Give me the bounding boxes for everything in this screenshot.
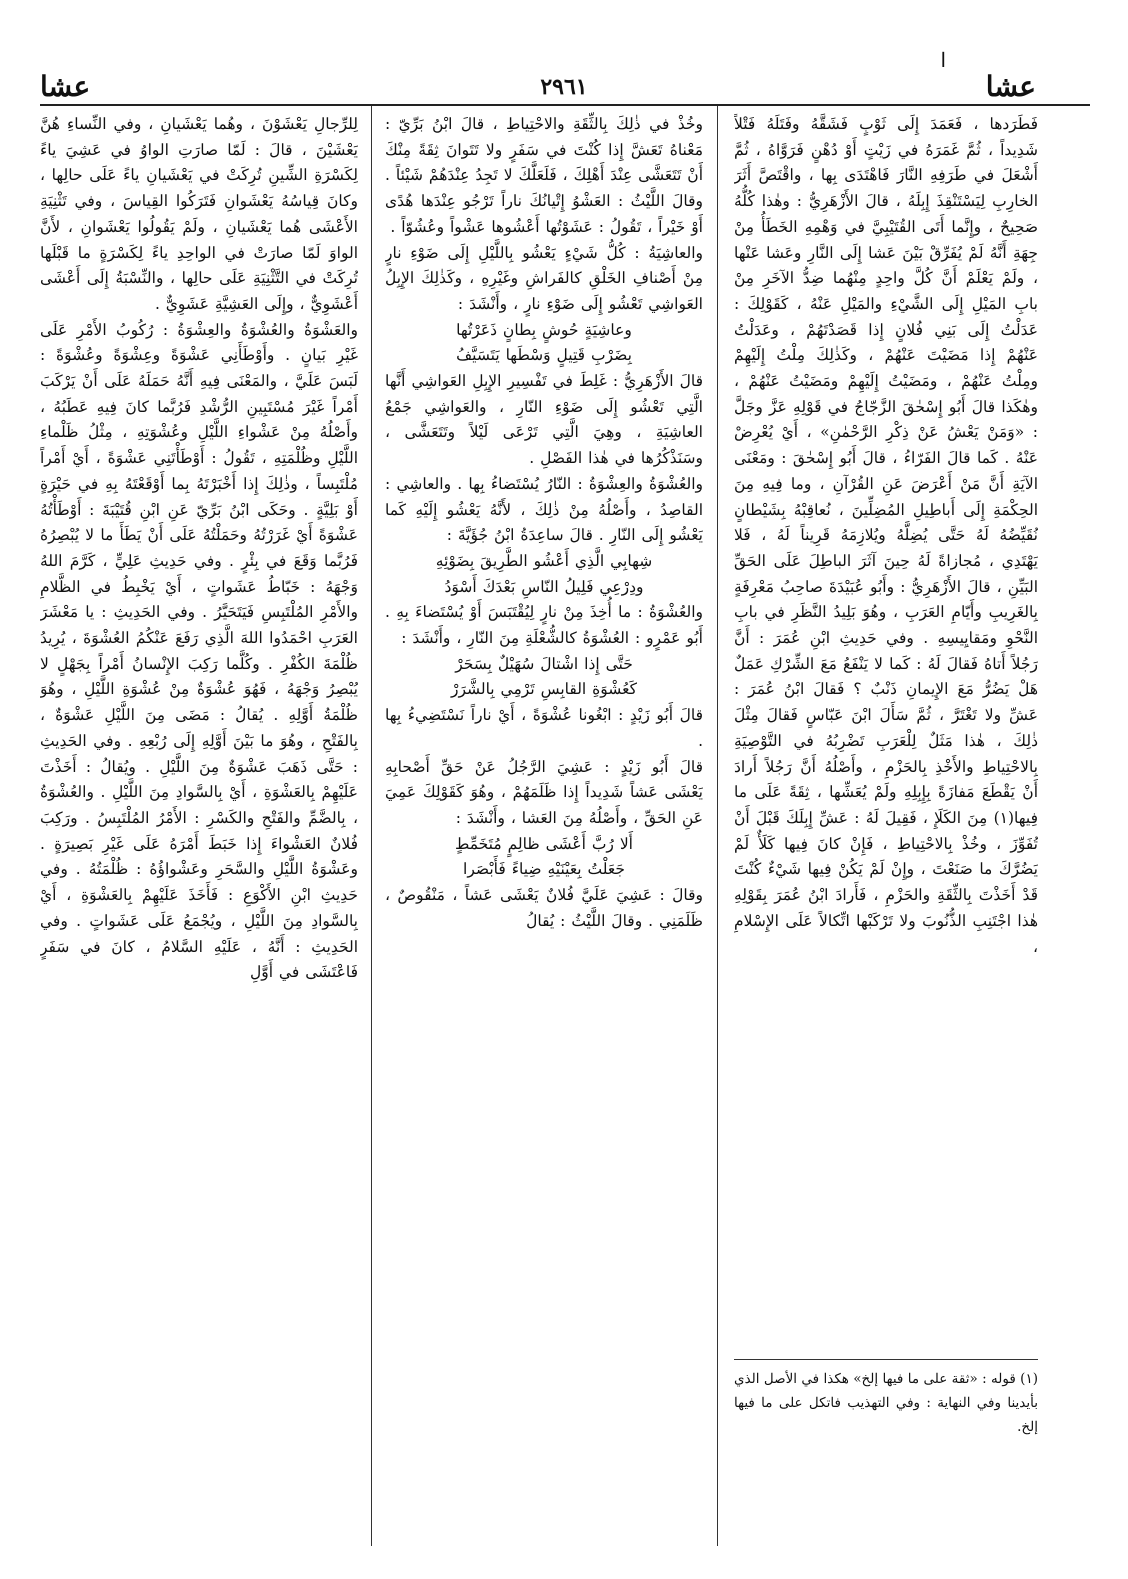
corner-mark: ا: [940, 48, 946, 72]
verse-line: ودِرْعِي فَلِيلُ النّاسِ بَعْدَكَ أَسْوَدُ: [444, 577, 644, 596]
paragraph: والعُشْوَةُ : ما أُخِذَ مِنْ نارٍ لِيُقْتَبَسَ أَوْ يُسْتَضاءَ بِهِ . أَبُو عَمْرٍو : العُشْوَةُ كالشُّعْلَةِ مِنَ النّارِ ، وأَنْشَدَ :: [385, 603, 703, 648]
verse-line: حَتَّى إِذا اشْتالَ سُهَيْلٌ بِسَحَرْ: [455, 654, 633, 673]
footnote: (١) قوله : «ثقة على ما فيها إلخ» هكذا في الأصل الذي بأيدينا وفي النهاية : وفي التهذيب فاتكل على ما فيها إلخ.: [734, 1371, 1038, 1435]
verse-line: أَلا رُبَّ أَعْشَى ظالِمٍ مُتَخَمِّطٍ: [455, 834, 633, 853]
column-divider-left: [371, 106, 372, 1546]
verse-line: شِهابِي الَّذِي أَعْشُو الطَّرِيقَ بِضَوْئِهِ: [435, 551, 653, 570]
paragraph: والعاشِيَةُ : كُلُّ شَيْءٍ يَعْشُو بِاللَّيْلِ إِلَى ضَوْءِ نارٍ مِنْ أَصْنافِ الخَلْقِ كالفَراشِ وغَيْرِهِ ، وكَذٰلِكَ الإِبِلُ العَواشِي تَعْشُو إِلَى ضَوْءِ نارٍ ، وأَنْشَدَ :: [385, 243, 703, 313]
text-column-middle: [385, 112, 703, 1492]
page-number: ٢٩٦١: [540, 74, 588, 100]
text-column-left: [40, 112, 358, 1492]
verse-line: جَعَلْتُ بِعَيْنَيْهِ ضِياءً فَأَبْصَرا: [463, 860, 625, 879]
header-rule: [40, 104, 1090, 106]
header-headword-right: عشا: [985, 70, 1036, 103]
verse-line: وعاشِيَةٍ حُوشٍ بِطانٍ ذَعَرْتُها: [456, 320, 632, 339]
header-headword-left: عشا: [40, 70, 91, 103]
verse-line: بِضَرْبِ قَتِيلٍ وَسْطَها يَتَسَيَّفُ: [456, 346, 632, 365]
column-divider-right: [717, 106, 718, 1546]
paragraph: وقالَ اللَّيْثُ : العَشْوُ إِتْيانُكَ ناراً تَرْجُو عِنْدَها هُدًى أَوْ خَيْراً ، تَقُولُ : عَشَوْتُها أَعْشُوها عَشْواً وعُشُوّاً .: [385, 192, 703, 236]
paragraph: قالَ الأَزْهَرِيُّ : غَلِطَ في تَفْسِيرِ الإِبِلِ العَواشِي أَنَّها الَّتِي تَعْشُو إِلَى ضَوْءِ النّارِ ، والعَواشِي جَمْعُ العاشِيَةِ ، وهِيَ الَّتِي تَرْعَى لَيْلاً وتَتَعَشَّى ، وسَنَذْكُرُها في هٰذا الفَصْلِ .: [385, 372, 703, 468]
paragraph: لِلرِّجالِ يَعْشَوْنَ ، وهُما يَعْشَيانِ ، وفي النِّساءِ هُنَّ يَعْشَيْنَ ، قالَ : لَمّا صارَتِ الواوُ في عَشِيَ ياءً لِكَسْرَةِ الشِّينِ تُرِكَتْ في يَعْشَيانِ ياءً عَلَى حالِها ، وكانَ قِياسُهُ يَعْشَوانِ فَتَرَكُوا القِياسَ ، وفي تَثْنِيَةِ الأَعْشَى هُما يَعْشَيانِ ، ولَمْ يَقُولُوا يَعْشَوانِ ، لأَنَّ الواوَ لَمّا صارَتْ في الواحِدِ ياءً لِكَسْرَةٍ ما قَبْلَها تُرِكَتْ في التَّثْنِيَةِ عَلَى حالِها ، والنِّسْبَةُ إِلَى أَعْشَى أَعْشَوِيٌّ ، وإِلَى العَشِيَّةِ عَشَوِيٌّ .: [40, 115, 358, 313]
paragraph: وقالَ : عَشِيَ عَلَيَّ فُلانٌ يَعْشَى عَشاً ، مَنْقُوصٌ ، ظَلَمَنِي . وقالَ اللَّيْثُ : يُقالُ: [385, 886, 703, 930]
footnote-rule: [734, 1359, 1038, 1360]
paragraph: فَطَرَدها ، فَعَمَدَ إِلَى ثَوْبٍ فَشَقَّهُ وفَتَلَهُ فَتْلاً شَدِيداً ، ثُمَّ غَمَرَهُ في زَيْتٍ أَوْ دُهْنٍ فَرَوَّاهُ ، ثُمَّ أَشْعَلَ في طَرَفِهِ النَّارَ فَاهْتَدَى بِها ، واقْتَصَّ أَثَرَ الخارِبِ لِيَسْتَنْقِذَ إِبِلَهُ ، قالَ الأَزْهَرِيُّ : وهٰذا كُلُّهُ صَحِيحٌ ، وإِنَّما أَتَى القُتَيْبِيَّ في وَهْمِهِ الخَطَأُ مِنْ جِهَةِ أَنَّهُ لَمْ يُفَرِّقْ بَيْنَ عَشا إِلَى النَّارِ وعَشا عَنْها ، ولَمْ يَعْلَمْ أَنَّ كُلَّ واحِدٍ مِنْهُما ضِدُّ الآخَرِ مِنْ بابِ المَيْلِ إِلَى الشَّيْءِ والمَيْلِ عَنْهُ ، كَقَوْلِكَ : عَدَلْتُ إِلَى بَنِي فُلانٍ إِذا قَصَدْتَهُمْ ، وعَدَلْتُ عَنْهُمْ إِذا مَضَيْتَ عَنْهُمْ ، وكَذٰلِكَ مِلْتُ إِلَيْهِمْ ومِلْتُ عَنْهُمْ ، ومَضَيْتُ إِلَيْهِمْ ومَضَيْتُ عَنْهُمْ ، وهٰكَذا قالَ أَبُو إِسْحٰقَ الزَّجّاجُ في قَوْلِهِ عَزَّ وجَلَّ : «وَمَنْ يَعْشُ عَنْ ذِكْرِ الرَّحْمٰنِ» ، أَيْ يُعْرِضْ عَنْهُ . كَما قالَ الفَرّاءُ ، قالَ أَبُو إِسْحٰقَ : ومَعْنَى الآيَةِ أَنَّ مَنْ أَعْرَضَ عَنِ القُرْآنِ ، وما فِيهِ مِنَ الحِكْمَةِ إِلَى أَباطِيلِ المُضِلِّينَ ، نُعاقِبْهُ بِشَيْطانٍ نُقَيِّضُهُ لَهُ حَتَّى يُضِلَّهُ ويُلازِمَهُ قَرِيناً لَهُ ، فَلا يَهْتَدِي ، مُجازاةً لَهُ حِينَ آثَرَ الباطِلَ عَلَى الحَقِّ البَيِّنِ ، قالَ الأَزْهَرِيُّ : وأَبُو عُبَيْدَةَ صاحِبُ مَعْرِفَةٍ بِالغَرِيبِ وأَيّامِ العَرَبِ ، وهُوَ بَلِيدُ النَّظَرِ في بابِ النَّحْوِ ومَقايِيسِهِ . وفي حَدِيثِ ابْنِ عُمَرَ : أَنَّ رَجُلاً أَتاهُ فَقالَ لَهُ : كَما لا يَنْفَعُ مَعَ الشِّرْكِ عَمَلٌ هَلْ يَضُرُّ مَعَ الإِيمانِ ذَنْبٌ ؟ فَقالَ ابْنُ عُمَرَ : عَشِّ ولا تَغْتَرَّ ، ثُمَّ سَأَلَ ابْنَ عَبّاسٍ فَقالَ مِثْلَ ذٰلِكَ ، هٰذا مَثَلٌ لِلْعَرَبِ تَضْرِبُهُ في التَّوْصِيَةِ بِالاحْتِياطِ والأَخْذِ بِالحَزْمِ ، وأَصْلُهُ أَنَّ رَجُلاً أَرادَ أَنْ يَقْطَعَ مَفازَةً بِإِبِلِهِ ولَمْ يُعَشِّها ، ثِقَةً عَلَى ما فِيها(١) مِنَ الكَلَإِ ، فَقِيلَ لَهُ : عَشِّ إِبِلَكَ قَبْلَ أَنْ تُفَوِّزَ ، وخُذْ بِالاحْتِياطِ ، فَإِنْ كانَ فِيها كَلَأٌ لَمْ يَضُرَّكَ ما صَنَعْتَ ، وإِنْ لَمْ يَكُنْ فِيها شَيْءٌ كُنْتَ قَدْ أَخَذْتَ بِالثِّقَةِ والحَزْمِ ، فَأَرادَ ابْنُ عُمَرَ بِقَوْلِهِ هٰذا اجْتَنِبِ الذُّنُوبَ ولا تَرْكَبْها اتِّكالاً عَلَى الإِسْلامِ ،: [734, 115, 1038, 956]
verse-line: كَعُشْوَةِ القابِسِ تَرْمِي بِالشَّرَرْ: [451, 680, 637, 699]
paragraph: قالَ أَبُو زَيْدٍ : ابْغُونا عُشْوَةً ، أَيْ ناراً نَسْتَضِيءُ بِها .: [385, 706, 703, 750]
paragraph: والعُشْوَةُ والعِشْوَةُ : النّارُ يُسْتَضاءُ بِها . والعاشِي : القاصِدُ ، وأَصْلُهُ مِنْ ذٰلِكَ ، لأَنَّهُ يَعْشُو إِلَيْهِ كَما يَعْشُو إِلَى النّارِ . قالَ ساعِدَةُ ابْنُ جُؤَيَّةَ :: [385, 474, 703, 545]
paragraph: وخُذْ في ذٰلِكَ بِالثِّقَةِ والاحْتِياطِ ، قالَ ابْنُ بَرِّيّ : مَعْناهُ تَعَشَّ إِذا كُنْتَ في سَفَرٍ ولا تَتَوانَ ثِقَةً مِنْكَ أَنْ تَتَعَشَّى عِنْدَ أَهْلِكَ ، فَلَعَلَّكَ لا تَجِدُ عِنْدَهُمْ شَيْئاً .: [385, 115, 703, 185]
paragraph: والعَشْوَةُ والعُشْوَةُ والعِشْوَةُ : رُكُوبُ الأَمْرِ عَلَى غَيْرِ بَيانٍ . وأَوْطَأَنِي عَشْوَةً وعِشْوَةً وعُشْوَةً : لَبَسَ عَلَيَّ ، والمَعْنَى فِيهِ أَنَّهُ حَمَلَهُ عَلَى أَنْ يَرْكَبَ أَمْراً غَيْرَ مُسْتَبِينِ الرُّشْدِ فَرُبَّما كانَ فِيهِ عَطَبُهُ ، وأَصْلُهُ مِنْ عَشْواءِ اللَّيْلِ وعُشْوَتِهِ ، مِثْلُ ظَلْماءِ اللَّيْلِ وظُلْمَتِهِ ، تَقُولُ : أَوْطَأْتَنِي عَشْوَةً ، أَيْ أَمْراً مُلْتَبِساً ، وذٰلِكَ إِذا أَخْبَرْتَهُ بِما أَوْقَعْتَهُ بِهِ في حَيْرَةٍ أَوْ بَلِيَّةٍ . وحَكَى ابْنُ بَرِّيّ عَنِ ابْنِ قُتَيْبَةَ : أَوْطَأْتُهُ عَشْوَةً أَيْ غَرَرْتُهُ وحَمَلْتُهُ عَلَى أَنْ يَطَأَ ما لا يُبْصِرُهُ فَرُبَّما وَقَعَ في بِئْرٍ . وفي حَدِيثِ عَلِيٍّ ، كَرَّمَ اللهُ وَجْهَهُ : خَبّاطُ عَشَواتٍ ، أَيْ يَخْبِطُ في الظَّلامِ والأَمْرِ المُلْتَبِسِ فَيَتَحَيَّرُ . وفي الحَدِيثِ : يا مَعْشَرَ العَرَبِ احْمَدُوا اللهَ الَّذِي رَفَعَ عَنْكُمُ العُشْوَةَ ، يُرِيدُ ظُلْمَةَ الكُفْرِ . وكُلَّما رَكِبَ الإِنْسانُ أَمْراً بِجَهْلٍ لا يُبْصِرُ وَجْهَهُ ، فَهُوَ عُشْوَةٌ مِنْ عُشْوَةِ اللَّيْلِ ، وهُوَ ظُلْمَةُ أَوَّلِهِ . يُقالُ : مَضَى مِنَ اللَّيْلِ عَشْوَةٌ ، بِالفَتْحِ ، وهُوَ ما بَيْنَ أَوَّلِهِ إِلَى رُبْعِهِ . وفي الحَدِيثِ : حَتَّى ذَهَبَ عَشْوَةٌ مِنَ اللَّيْلِ . ويُقالُ : أَخَذْتَ عَلَيْهِمْ بِالعَشْوَةِ ، أَيْ بِالسَّوادِ مِنَ اللَّيْلِ . والعُشْوَةُ ، بِالضَّمِّ والفَتْحِ والكَسْرِ : الأَمْرُ المُلْتَبِسُ . ورَكِبَ فُلانٌ العَشْواءَ إِذا خَبَطَ أَمْرَهُ عَلَى غَيْرِ بَصِيرَةٍ . وعَشْوَةُ اللَّيْلِ والسَّحَرِ وعَشْواؤُهُ : ظُلْمَتُهُ . وفي حَدِيثِ ابْنِ الأَكْوَعِ : فَأَخَذَ عَلَيْهِمْ بِالعَشْوَةِ ، أَيْ بِالسَّوادِ مِنَ اللَّيْلِ ، ويُجْمَعُ عَلَى عَشَواتٍ . وفي الحَدِيثِ : أَنَّهُ ، عَلَيْهِ السَّلامُ ، كانَ في سَفَرٍ فَاعْتَشَى في أَوَّلِ: [40, 320, 358, 982]
text-column-right: [734, 112, 1038, 1342]
paragraph: قالَ أَبُو زَيْدٍ : عَشِيَ الرَّجُلُ عَنْ حَقِّ أَصْحابِهِ يَعْشَى عَشاً شَدِيداً إِذا ظَلَمَهُمْ ، وهُوَ كَقَوْلِكَ عَمِيَ عَنِ الحَقِّ ، وأَصْلُهُ مِنَ العَشا ، وأَنْشَدَ :: [385, 757, 703, 827]
